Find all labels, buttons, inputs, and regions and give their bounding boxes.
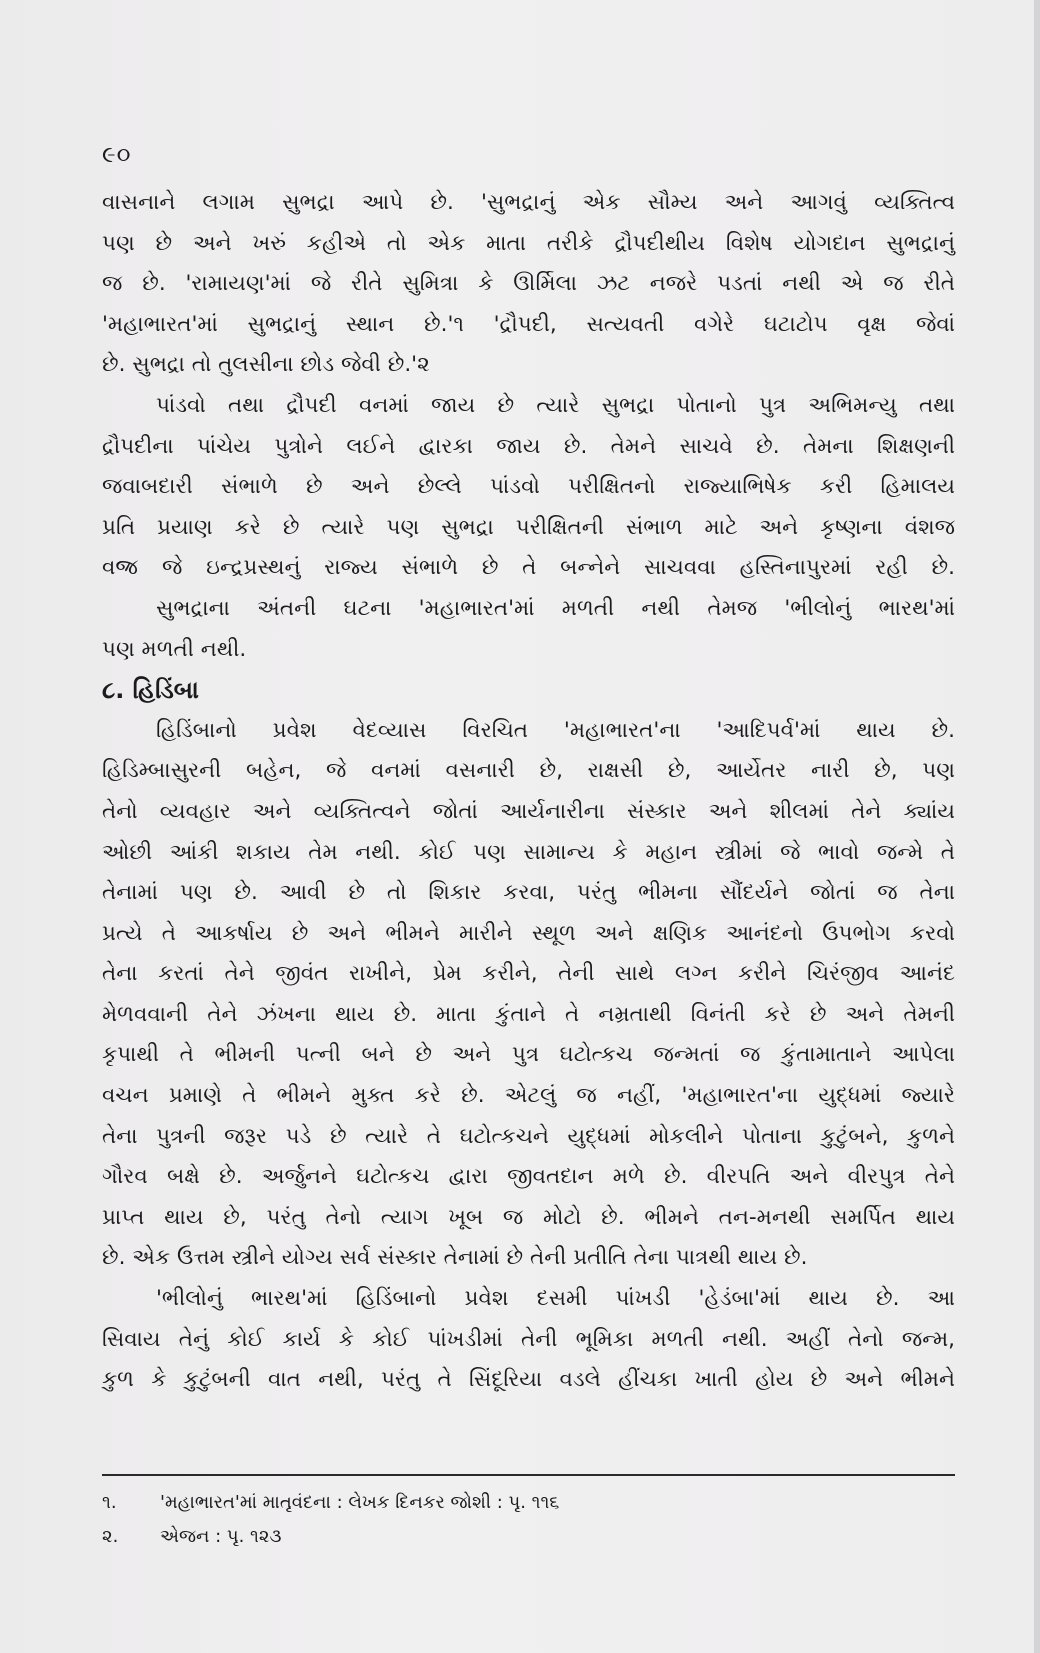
text-line: કુળ કે કુટુંબની વાત નથી, પરંતુ તે સિંદૂરિયા વડલે હીંચકા ખાતી હોય છે અને ભીમને (102, 1367, 955, 1393)
text-line: વાસનાને લગામ સુભદ્રા આપે છે. 'સુભદ્રાનું એક સૌમ્ય અને આગવું વ્યક્તિત્વ (102, 190, 955, 215)
footnote-number: ૧. (102, 1492, 117, 1513)
text-line: પાંડવો તથા દ્રૌપદી વનમાં જાય છે ત્યારે સુભદ્રા પોતાનો પુત્ર અભિમન્યુ તથા (156, 392, 955, 418)
text-line: કૃપાથી તે ભીમની પત્ની બને છે અને પુત્ર ઘટોત્કચ જન્મતાં જ કુંતામાતાને આપેલા (102, 1042, 955, 1068)
footnote-text: એજન : પૃ. ૧૨૩ (160, 1526, 282, 1547)
text-line: 'મહાભારત'માં સુભદ્રાનું સ્થાન છે.'૧ 'દ્રૌપદી, સત્યવતી વગેરે ઘટાટોપ વૃક્ષ જેવાં (102, 311, 955, 337)
footnote-text: 'મહાભારત'માં માતૃવંદના : લેખક દિનકર જોશી : પૃ. ૧૧૬ (160, 1492, 560, 1513)
text-line: હિડિંબાનો પ્રવેશ વેદવ્યાસ વિરચિત 'મહાભારત'ના 'આદિપર્વ'માં થાય છે. (156, 717, 955, 743)
text-line: પણ છે અને ખરું કહીએ તો એક માતા તરીકે દ્રૌપદીથીય વિશેષ યોગદાન સુભદ્રાનું (102, 230, 955, 256)
page-number: ૯૦ (102, 142, 132, 168)
text-line: મેળવવાની તેને ઝંખના થાય છે. માતા કુંતાને તે નમ્રતાથી વિનંતી કરે છે અને તેમની (102, 1001, 955, 1027)
footnote (102, 1486, 955, 1520)
text-line: હિડિમ્બાસુરની બહેન, જે વનમાં વસનારી છે, રાક્ષસી છે, આર્યેતર નારી છે, પણ (102, 758, 955, 784)
text-line: જવાબદારી સંભાળે છે અને છેલ્લે પાંડવો પરીક્ષિતનો રાજ્યાભિષેક કરી હિમાલય (102, 474, 955, 500)
footnote (102, 1520, 955, 1554)
footnote-divider (102, 1474, 955, 1476)
text-line: પણ મળતી નથી. (102, 636, 247, 662)
text-line: સુભદ્રાના અંતની ઘટના 'મહાભારત'માં મળતી નથી તેમજ 'ભીલોનું ભારથ'માં (156, 595, 955, 621)
text-line: તેના કરતાં તેને જીવંત રાખીને, પ્રેમ કરીને, તેની સાથે લગ્ન કરીને ચિરંજીવ આનંદ (102, 961, 955, 987)
text-line: જ છે. 'રામાયણ'માં જે રીતે સુમિત્રા કે ઊર્મિલા ઝટ નજરે પડતાં નથી એ જ રીતે (102, 271, 955, 297)
text-line: છે. સુભદ્રા તો તુલસીના છોડ જેવી છે.'૨ (102, 352, 430, 378)
section-heading: ૮. હિડિંબા (102, 676, 199, 705)
text-line: ઓછી આંકી શકાય તેમ નથી. કોઈ પણ સામાન્ય કે મહાન સ્ત્રીમાં જે ભાવો જન્મે તે (102, 839, 955, 865)
text-line: તેનામાં પણ છે. આવી છે તો શિકાર કરવા, પરંતુ ભીમના સૌંદર્યને જોતાં જ તેના (102, 880, 955, 906)
footnote-number: ૨. (102, 1526, 119, 1547)
text-line: તેના પુત્રની જરૂર પડે છે ત્યારે તે ઘટોત્કચને યુદ્ધમાં મોકલીને પોતાના કુટુંબને, કુળને (102, 1123, 955, 1149)
text-line: વજ્ર જે ઇન્દ્રપ્રસ્થનું રાજ્ય સંભાળે છે તે બન્નેને સાચવવા હસ્તિનાપુરમાં રહી છે. (102, 555, 955, 581)
text-line: પ્રતિ પ્રયાણ કરે છે ત્યારે પણ સુભદ્રા પરીક્ષિતની સંભાળ માટે અને કૃષ્ણના વંશજ (102, 514, 955, 540)
text-line: સિવાય તેનું કોઈ કાર્ય કે કોઈ પાંખડીમાં તેની ભૂમિકા મળતી નથી. અહીં તેનો જન્મ, (102, 1326, 955, 1352)
text-line: પ્રત્યે તે આકર્ષાય છે અને ભીમને મારીને સ્થૂળ અને ક્ષણિક આનંદનો ઉપભોગ કરવો (102, 920, 955, 946)
footnotes (102, 1486, 955, 1554)
text-line: પ્રાપ્ત થાય છે, પરંતુ તેનો ત્યાગ ખૂબ જ મોટો છે. ભીમને તન-મનથી સમર્પિત થાય (102, 1204, 955, 1230)
text-line: છે. એક ઉત્તમ સ્ત્રીને યોગ્ય સર્વ સંસ્કાર તેનામાં છે તેની પ્રતીતિ તેના પાત્રથી થાય છે. (102, 1245, 808, 1271)
body-text (102, 183, 955, 1401)
page-edge (1034, 0, 1040, 1653)
text-line: ગૌરવ બક્ષે છે. અર્જુનને ઘટોત્કચ દ્વારા જીવતદાન મળે છે. વીરપતિ અને વીરપુત્ર તેને (102, 1164, 955, 1190)
text-line: વચન પ્રમાણે તે ભીમને મુક્ત કરે છે. એટલું જ નહીં, 'મહાભારત'ના યુદ્ધમાં જ્યારે (102, 1083, 955, 1109)
text-line: દ્રૌપદીના પાંચેય પુત્રોને લઈને દ્વારકા જાય છે. તેમને સાચવે છે. તેમના શિક્ષણની (102, 433, 955, 459)
text-line: 'ભીલોનું ભારથ'માં હિડિંબાનો પ્રવેશ દસમી પાંખડી 'હેડંબા'માં થાય છે. આ (156, 1286, 955, 1312)
text-line: તેનો વ્યવહાર અને વ્યક્તિત્વને જોતાં આર્યનારીના સંસ્કાર અને શીલમાં તેને ક્યાંય (102, 798, 955, 824)
